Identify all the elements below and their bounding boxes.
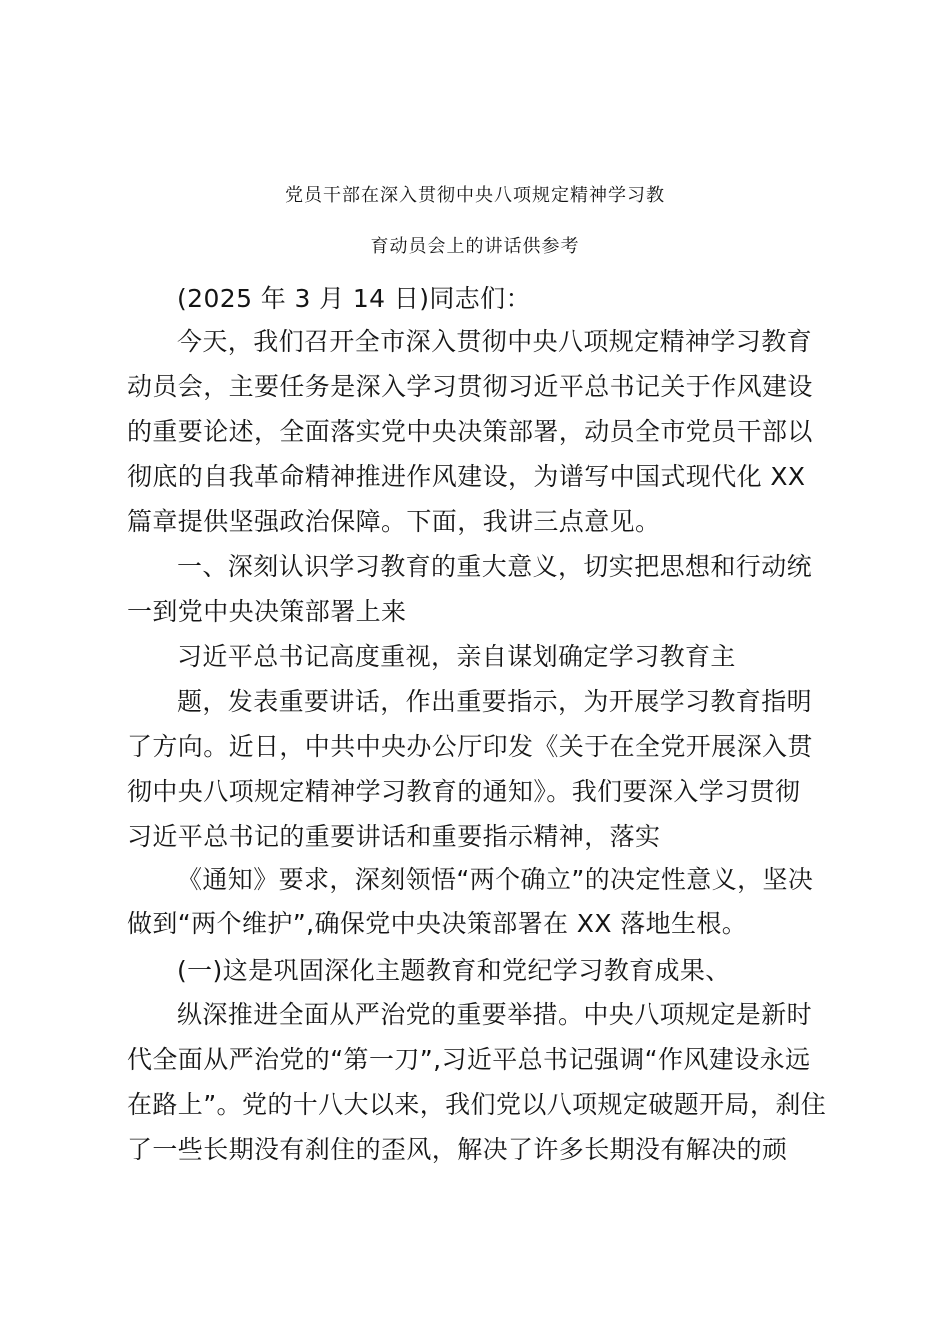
body-line: 纵深推进全面从严治党的重要举措。中央八项规定是新时 — [177, 1000, 813, 1029]
section-heading-line: 一、深刻认识学习教育的重大意义，切实把思想和行动统 — [177, 552, 813, 581]
body-line: 了一些长期没有刹住的歪风，解决了许多长期没有解决的顽 — [127, 1135, 788, 1164]
body-line: 了方向。近日，中共中央办公厅印发《关于在全党开展深入贯 — [127, 732, 813, 761]
body-line: 篇章提供坚强政治保障。下面，我讲三点意见。 — [127, 507, 661, 536]
body-line: 今天，我们召开全市深入贯彻中央八项规定精神学习教育 — [177, 327, 813, 356]
body-line: 习近平总书记高度重视，亲自谋划确定学习教育主 — [177, 642, 736, 671]
body-line: 彻中央八项规定精神学习教育的通知》。我们要深入学习贯彻 — [127, 777, 801, 806]
date-salutation-line: (2025 年 3 月 14 日)同志们： — [177, 284, 531, 313]
subsection-heading-line: (一)这是巩固深化主题教育和党纪学习教育成果、 — [177, 956, 731, 985]
body-line: 《通知》要求，深刻领悟“两个确立”的决定性意义，坚决 — [177, 865, 814, 894]
body-line: 做到“两个维护”,确保党中央决策部署在 XX 落地生根。 — [127, 909, 748, 938]
body-line: 动员会，主要任务是深入学习贯彻习近平总书记关于作风建设 — [127, 372, 813, 401]
body-line: 习近平总书记的重要讲话和重要指示精神，落实 — [127, 822, 661, 851]
body-line: 题，发表重要讲话，作出重要指示，为开展学习教育指明 — [177, 687, 813, 716]
body-line: 彻底的自我革命精神推进作风建设，为谱写中国式现代化 XX — [127, 462, 806, 491]
document-title-line-2: 育动员会上的讲话供参考 — [370, 236, 580, 257]
section-heading-line: 一到党中央决策部署上来 — [127, 597, 407, 626]
body-line: 在路上”。党的十八大以来，我们党以八项规定破题开局，刹住 — [127, 1090, 827, 1119]
body-line: 的重要论述，全面落实党中央决策部署，动员全市党员干部以 — [127, 417, 813, 446]
document-title-line-1: 党员干部在深入贯彻中央八项规定精神学习教 — [285, 185, 665, 206]
body-line: 代全面从严治党的“第一刀”,习近平总书记强调“作风建设永远 — [127, 1045, 811, 1074]
